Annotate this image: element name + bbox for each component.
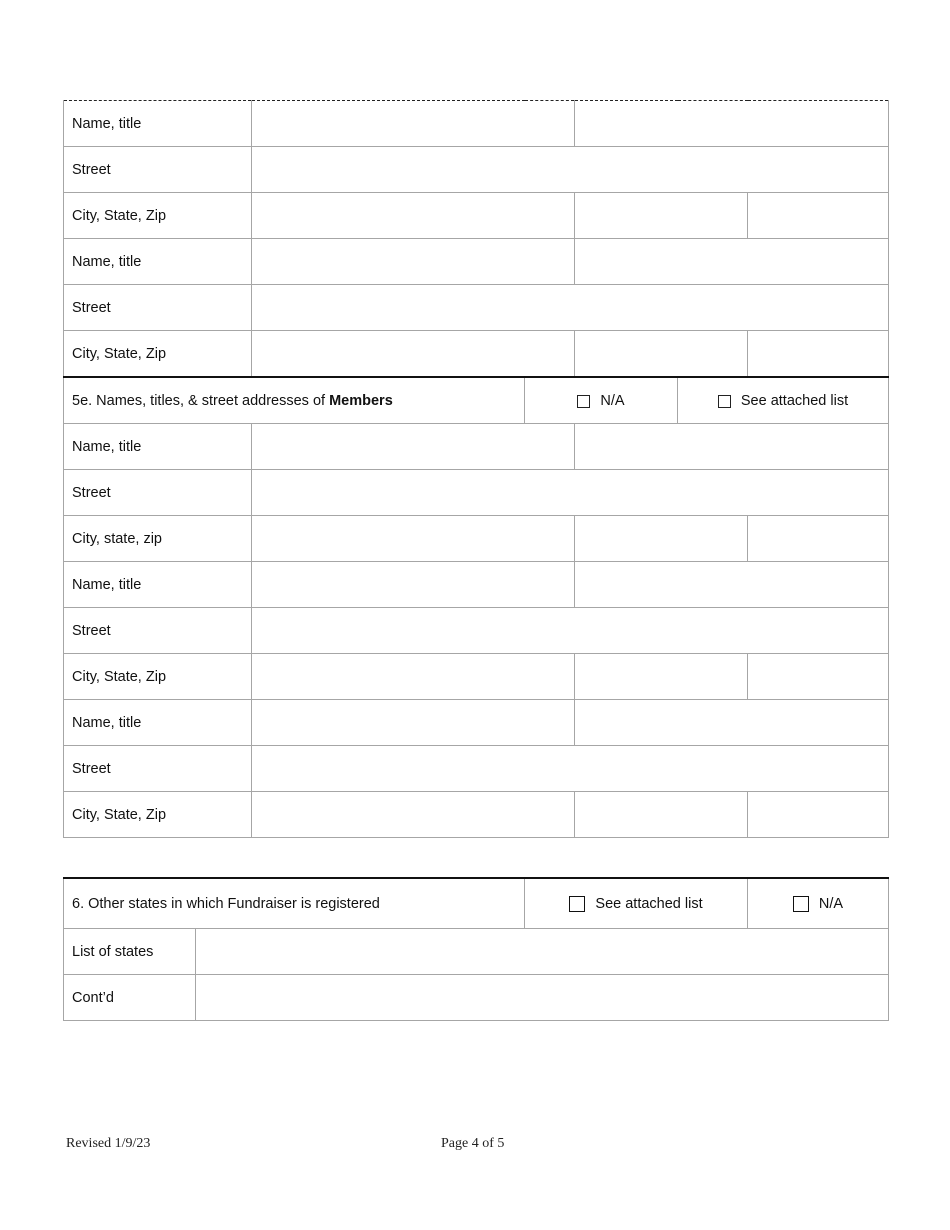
officer1-zip-field[interactable]	[748, 193, 889, 239]
member3-name-label: Name, title	[64, 700, 252, 746]
members-heading-bold: Members	[329, 392, 393, 409]
member2-title-field[interactable]	[575, 562, 889, 608]
member2-street-row	[64, 608, 889, 654]
members-heading-prefix: 5e. Names, titles, & street addresses of	[72, 392, 330, 409]
member2-name-field[interactable]	[252, 562, 575, 608]
member3-city-row	[64, 792, 889, 838]
officer1-name-label: Name, title	[64, 101, 252, 147]
checkbox-icon[interactable]	[577, 395, 590, 408]
officer2-name-field[interactable]	[252, 239, 575, 285]
members-attached-label: See attached list	[740, 392, 849, 409]
officer2-name-row	[64, 239, 889, 285]
member1-state-field[interactable]	[575, 516, 748, 562]
member1-name-label: Name, title	[64, 424, 252, 470]
member2-street-field[interactable]	[252, 608, 889, 654]
officer1-city-row	[64, 193, 889, 239]
member1-street-field[interactable]	[252, 470, 889, 516]
officer2-city-row	[64, 331, 889, 378]
list-of-states-field[interactable]	[196, 929, 889, 975]
member2-city-field[interactable]	[252, 654, 575, 700]
members-attached-option[interactable]	[678, 377, 889, 424]
contd-field[interactable]	[196, 975, 889, 1021]
member2-zip-field[interactable]	[748, 654, 889, 700]
officer2-zip-field[interactable]	[748, 331, 889, 378]
member1-city-row	[64, 516, 889, 562]
member1-name-row	[64, 424, 889, 470]
member2-name-row	[64, 562, 889, 608]
member2-city-label: City, State, Zip	[64, 654, 252, 700]
member3-name-row	[64, 700, 889, 746]
page-number: Page 4 of 5	[441, 1136, 505, 1151]
member1-name-field[interactable]	[252, 424, 575, 470]
member3-name-field[interactable]	[252, 700, 575, 746]
other-states-attached-label: See attached list	[595, 895, 703, 912]
officer2-street-field[interactable]	[252, 285, 889, 331]
checkbox-icon[interactable]	[569, 896, 585, 912]
other-states-attached-option[interactable]	[525, 878, 748, 929]
officer1-name-row	[64, 101, 889, 147]
members-na-option[interactable]	[525, 377, 678, 424]
officer1-title-field[interactable]	[575, 101, 889, 147]
checkbox-icon[interactable]	[718, 395, 731, 408]
revised-date: Revised 1/9/23	[66, 1136, 151, 1151]
officer2-name-label: Name, title	[64, 239, 252, 285]
officer2-title-field[interactable]	[575, 239, 889, 285]
officer2-street-label: Street	[64, 285, 252, 331]
member3-zip-field[interactable]	[748, 792, 889, 838]
officer1-street-field[interactable]	[252, 147, 889, 193]
member1-city-label: City, state, zip	[64, 516, 252, 562]
member1-street-label: Street	[64, 470, 252, 516]
members-heading-row	[64, 377, 889, 424]
list-of-states-row	[64, 929, 889, 975]
other-states-heading: 6. Other states in which Fundraiser is registered	[64, 878, 525, 929]
officer2-street-row	[64, 285, 889, 331]
other-states-na-label: N/A	[818, 895, 844, 912]
member3-street-row	[64, 746, 889, 792]
contd-row	[64, 975, 889, 1021]
member3-street-label: Street	[64, 746, 252, 792]
other-states-table	[63, 877, 889, 1021]
officer2-state-field[interactable]	[575, 331, 748, 378]
member3-state-field[interactable]	[575, 792, 748, 838]
member2-state-field[interactable]	[575, 654, 748, 700]
member2-name-label: Name, title	[64, 562, 252, 608]
other-states-heading-row	[64, 878, 889, 929]
officer1-city-field[interactable]	[252, 193, 575, 239]
checkbox-icon[interactable]	[793, 896, 809, 912]
member3-street-field[interactable]	[252, 746, 889, 792]
member1-title-field[interactable]	[575, 424, 889, 470]
member3-city-label: City, State, Zip	[64, 792, 252, 838]
addresses-table	[63, 100, 889, 838]
members-heading	[64, 377, 525, 424]
member2-city-row	[64, 654, 889, 700]
member3-city-field[interactable]	[252, 792, 575, 838]
officer2-city-field[interactable]	[252, 331, 575, 378]
officer1-name-field[interactable]	[252, 101, 575, 147]
member1-zip-field[interactable]	[748, 516, 889, 562]
list-of-states-label: List of states	[64, 929, 196, 975]
contd-label: Cont’d	[64, 975, 196, 1021]
officer1-street-label: Street	[64, 147, 252, 193]
member2-street-label: Street	[64, 608, 252, 654]
officer2-city-label: City, State, Zip	[64, 331, 252, 378]
other-states-na-option[interactable]	[748, 878, 889, 929]
officer1-city-label: City, State, Zip	[64, 193, 252, 239]
members-na-label: N/A	[600, 392, 625, 409]
officer1-street-row	[64, 147, 889, 193]
member1-city-field[interactable]	[252, 516, 575, 562]
member3-title-field[interactable]	[575, 700, 889, 746]
member1-street-row	[64, 470, 889, 516]
officer1-state-field[interactable]	[575, 193, 748, 239]
